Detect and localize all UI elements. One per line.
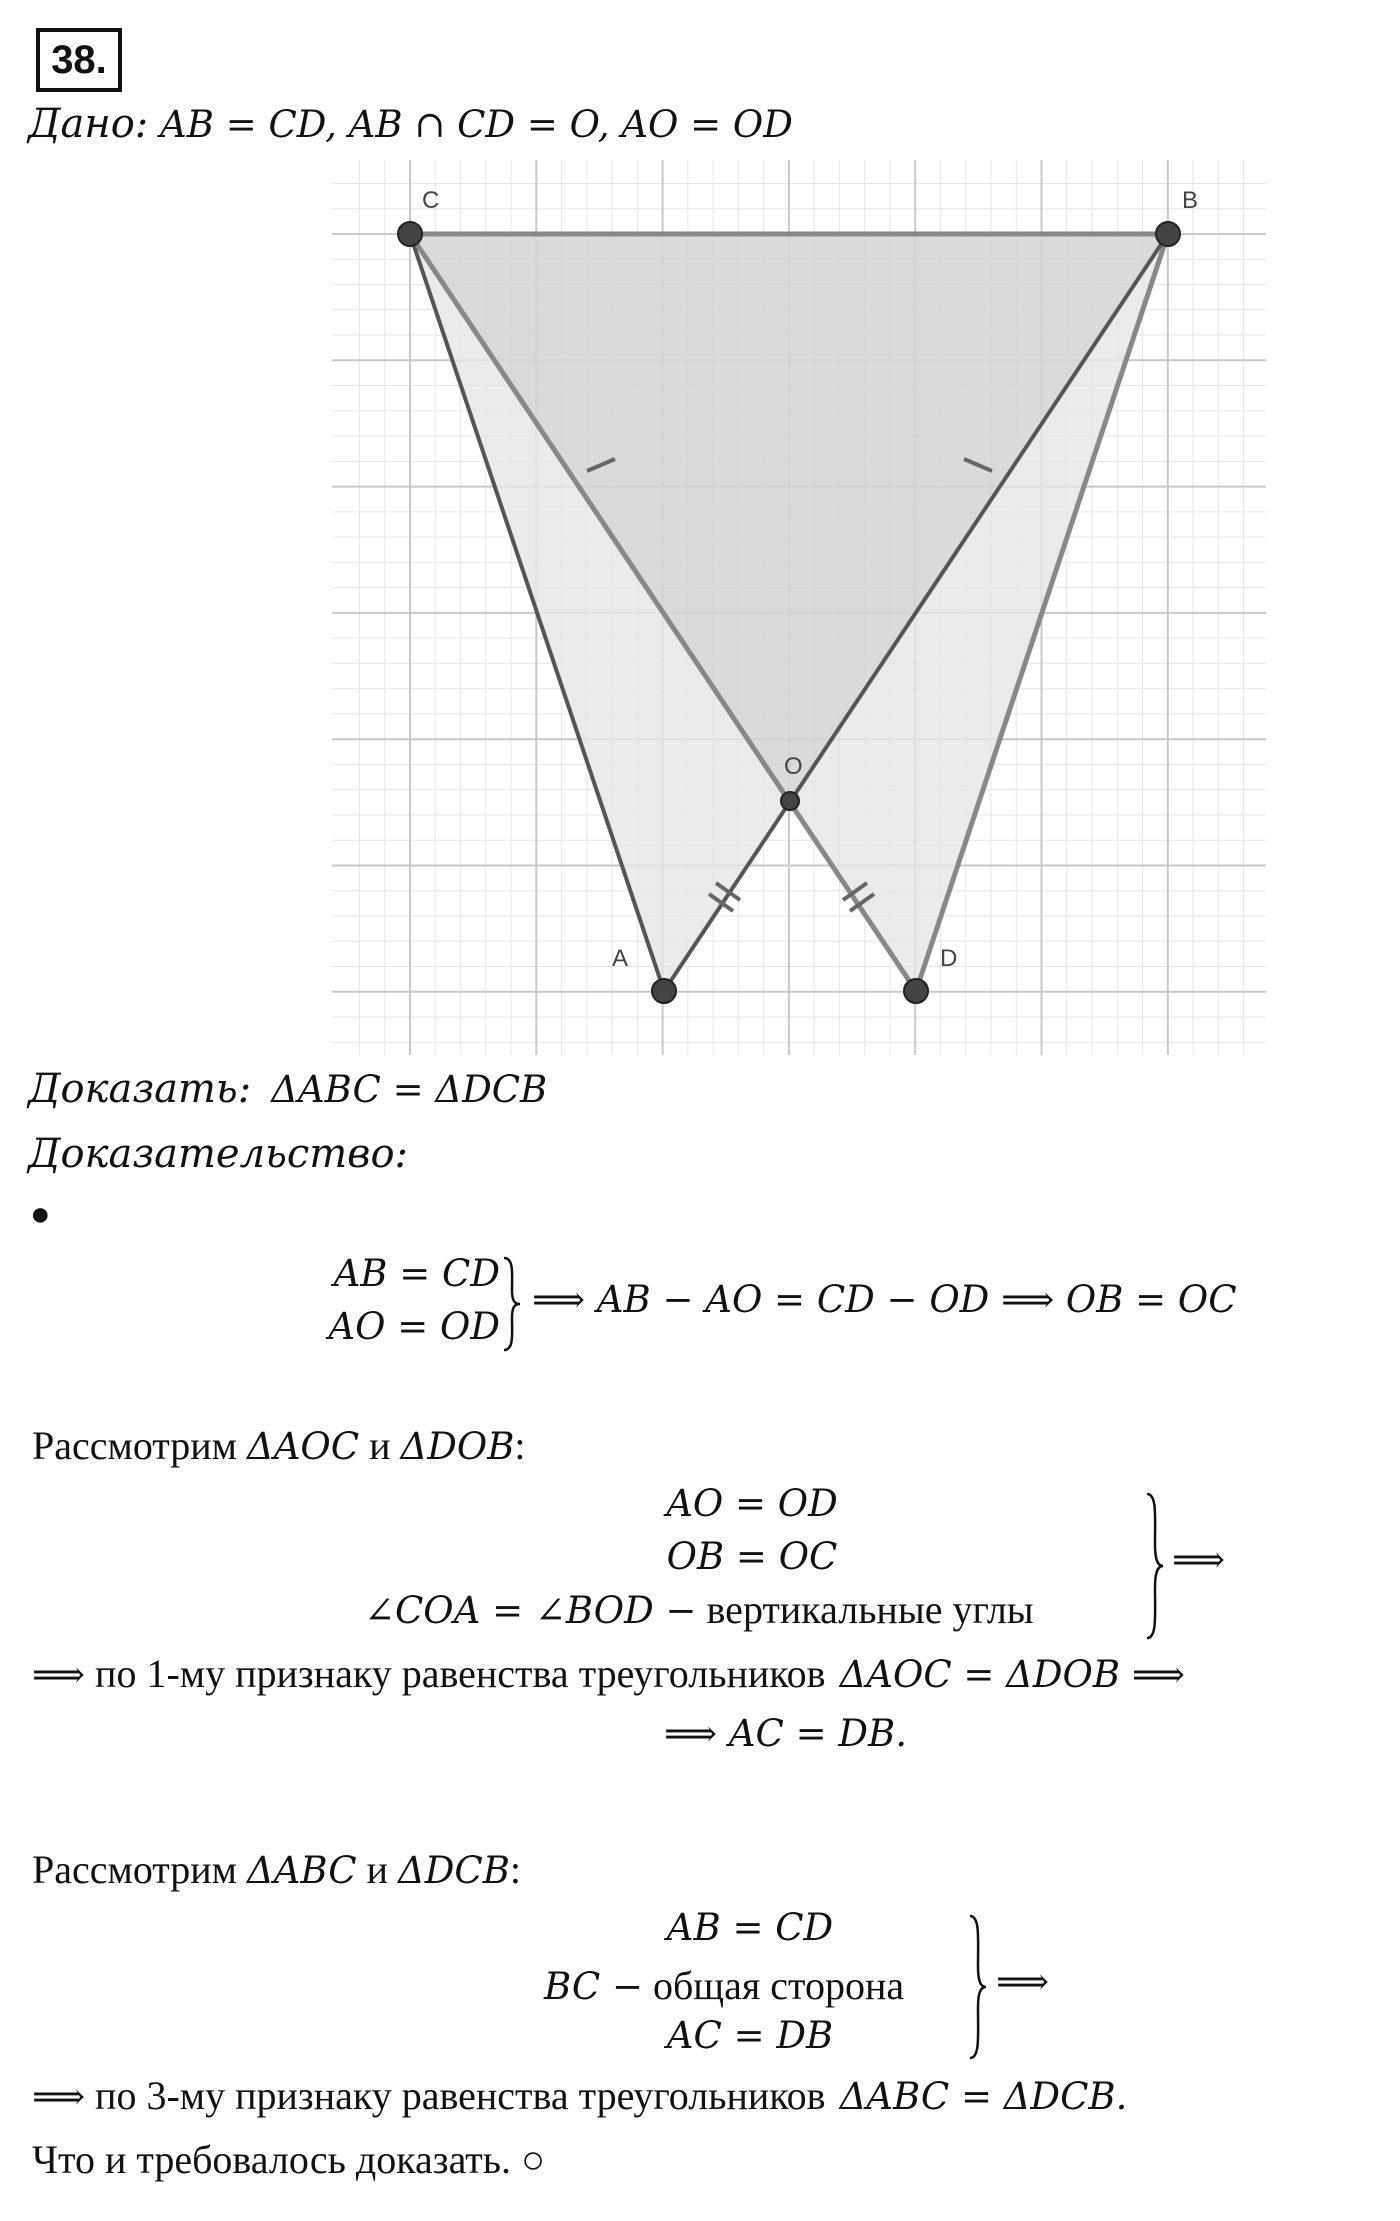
bullet: ● [30,1196,51,1233]
consider1-t1: ΔAOC [246,1425,360,1468]
proof-label: Доказательство [28,1131,395,1177]
consider1-line [32,1422,526,1469]
system1-arrow: ⟹ [1172,1538,1226,1581]
prove-line [28,1065,547,1112]
prove-label: Доказать [28,1066,238,1112]
consider2-word: Рассмотрим [32,1847,237,1892]
consider2-t1: ΔABC [246,1849,357,1892]
consider2-colon: : [509,1847,522,1892]
label-o: O [784,753,803,780]
label-d: D [940,945,958,972]
conclusion1-line2: ⟹ AC = DB. [664,1712,907,1755]
system2-line2 [544,1962,904,2009]
prove-colon: : [237,1066,252,1112]
proof-heading [28,1130,408,1177]
label-b: B [1182,187,1199,214]
prove-text: ΔABC = ΔDCB [271,1068,548,1111]
system2-line2-text: общая сторона [642,1963,905,2008]
given-line [28,100,793,147]
step1-line1: AB = CD [333,1252,500,1295]
system1-brace [1143,1490,1167,1642]
consider2-line [32,1846,521,1893]
conclusion1-math: ΔAOC = ΔDOB ⟹ [839,1653,1185,1696]
conclusion1-line [32,1650,1185,1697]
geometry-figure [332,160,1266,1055]
conclusion2-arrow: ⟹ [32,2075,86,2118]
system2-line2-math: BC − [544,1965,643,2008]
step1-line2: AO = OD [328,1305,500,1348]
consider1-and: и [369,1423,391,1468]
system1-line2: OB = OC [666,1535,838,1578]
point-a [652,979,676,1003]
system1-line3 [364,1586,1034,1633]
qed-line: Что и требовалось доказать. ○ [32,2137,546,2182]
given-label: Дано [28,101,135,147]
conclusion2-text: по 3-му признаку равенства треугольников [85,2073,836,2118]
system2-line3: AC = DB [666,2014,834,2057]
point-c [398,222,422,246]
consider2-and: и [366,1847,389,1892]
label-c: C [422,187,440,214]
problem-number: 38. [36,28,122,92]
conclusion1-arrow: ⟹ [32,1653,86,1696]
proof-colon: : [394,1131,409,1177]
step1-result: ⟹ AB − AO = CD − OD ⟹ OB = OC [532,1278,1237,1321]
point-o [781,792,799,810]
consider1-t2: ΔDOB [400,1425,515,1468]
consider1-word: Рассмотрим [32,1423,237,1468]
consider1-colon: : [514,1423,526,1468]
conclusion1-text: по 1-му признаку равенства треугольников [85,1651,836,1696]
system1-line3-math: ∠COA = ∠BOD − [364,1589,697,1632]
system1-line3-text: вертикальные углы [696,1587,1034,1632]
conclusion2-math: ΔABC = ΔDCB. [839,2075,1128,2118]
point-d [904,979,928,1003]
given-colon: : [134,101,149,147]
point-b [1156,222,1180,246]
system2-arrow: ⟹ [996,1960,1050,2003]
step1-brace [500,1254,524,1354]
label-a: A [612,945,629,972]
system2-brace [966,1912,990,2062]
consider2-t2: ΔDCB [398,1849,510,1892]
given-text: AB = CD, AB ∩ CD = O, AO = OD [148,103,793,146]
system2-line1: AB = CD [666,1906,834,1949]
system1-line1: AO = OD [666,1482,838,1525]
conclusion2-line [32,2072,1127,2119]
